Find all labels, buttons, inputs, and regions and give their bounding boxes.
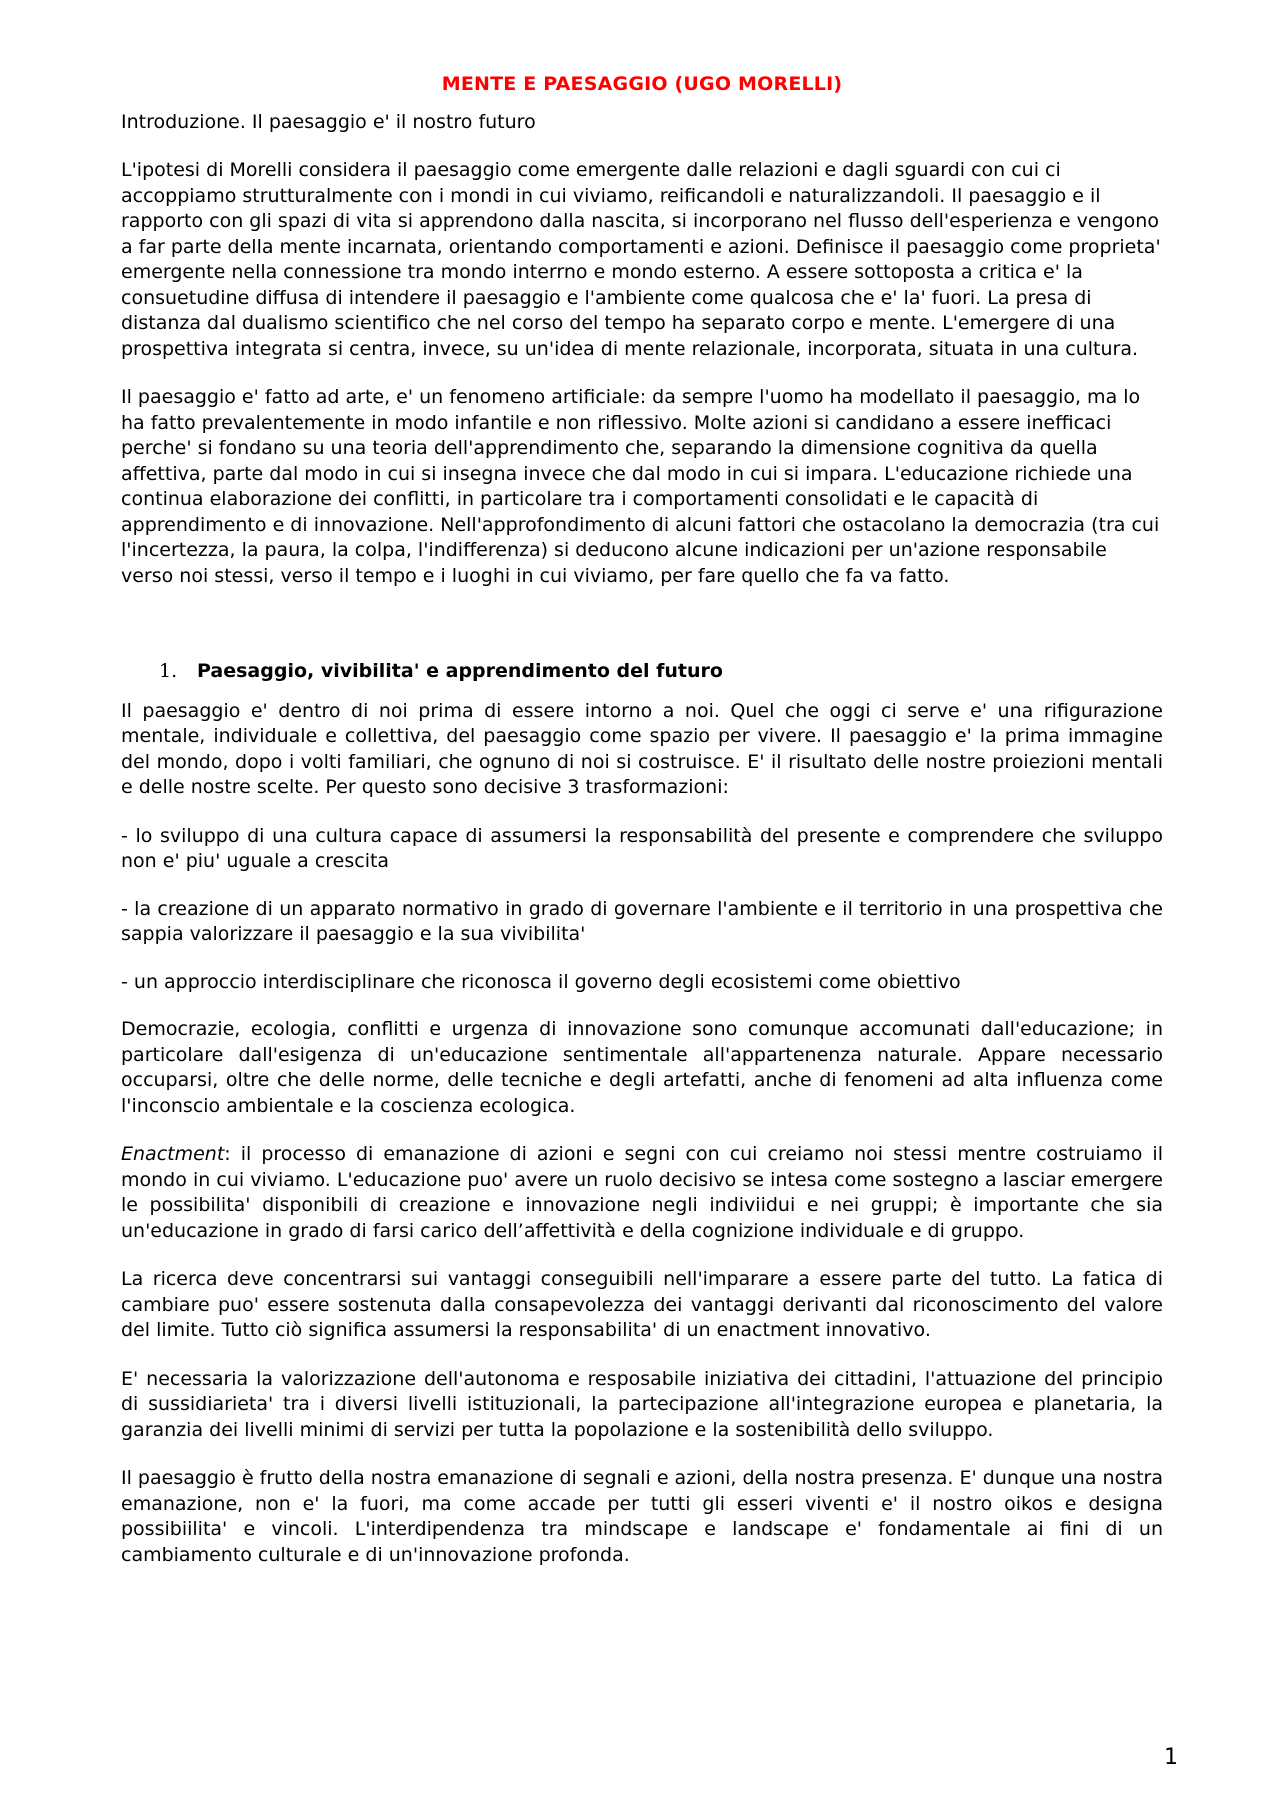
- page-number: 1: [1164, 1745, 1178, 1770]
- page-content: [121, 72, 1163, 1591]
- section-paragraph: E' necessaria la valorizzazione dell'autonoma e resposabile iniziativa dei cittadini, l'attuazione del principio di sussidiarieta' tra i diversi livelli istituzionali, la partecipazione all'integrazione europea e planetaria, la garanzia dei livelli minimi di servizi per tutta la popolazione e la sostenibilità dello sviluppo.: [121, 1367, 1163, 1441]
- enactment-definition: : il processo di emanazione di azioni e segni con cui creiamo noi stessi mentre costruiamo il mondo in cui viviamo. L'educazione puo' avere un ruolo decisivo se intesa come sostegno a lasciar emergere le possibilita' disponibili di creazione e innovazione negli indiviidui e nei gruppi; è importante che sia un'educazione in grado di farsi carico dell’affettività e della cognizione individuale e di gruppo.: [121, 1143, 1163, 1242]
- list-item: - lo sviluppo di una cultura capace di assumersi la responsabilità del presente e comprendere che sviluppo non e' piu' uguale a crescita: [121, 824, 1163, 872]
- section-paragraph: La ricerca deve concentrarsi sui vantaggi conseguibili nell'imparare a essere parte del tutto. La fatica di cambiare puo' essere sostenuta dalla consapevolezza dei vantaggi derivanti dal riconoscimento del valore del limite. Tutto ciò significa assumersi la responsabilita' di un enactment innovativo.: [121, 1268, 1163, 1341]
- enactment-term: Enactment: [121, 1143, 225, 1165]
- section-title: Paesaggio, vivibilita' e apprendimento del futuro: [197, 660, 723, 682]
- intro-heading: Introduzione. Il paesaggio e' il nostro futuro: [121, 110, 536, 133]
- intro-paragraph: L'ipotesi di Morelli considera il paesaggio come emergente dalle relazioni e dagli sguardi con cui ci accoppiamo strutturalmente con i mondi in cui viviamo, reificandoli e naturalizzandoli. Il paesaggio e il rapporto con gli spazi di vita si apprendono dalla nascita, si incorporano nel flusso dell'esperienza e vengono a far parte della mente incarnata, orientando comportamenti e azioni. Definisce il paesaggio come proprieta' emergente nella connessione tra mondo interrno e mondo esterno. A essere sottoposta a critica e' la consuetudine diffusa di intendere il paesaggio e l'ambiente come qualcosa che e' la' fuori. La presa di distanza dal dualismo scientifico che nel corso del tempo ha separato corpo e mente. L'emergere di una prospettiva integrata si centra, invece, su un'idea di mente relazionale, incorporata, situata in una cultura.: [121, 159, 1161, 360]
- section-number: 1.: [159, 660, 178, 682]
- enactment-paragraph: [121, 1142, 1163, 1244]
- section-paragraph: Il paesaggio è frutto della nostra emanazione di segnali e azioni, della nostra presenza. E' dunque una nostra emanazione, non e' la fuori, ma come accade per tutti gli esseri viventi e' il nostro oikos e designa possibiilita' e vincoli. L'interdipendenza tra mindscape e landscape e' fondamentale ai fini di un cambiamento culturale e di un'innovazione profonda.: [121, 1467, 1163, 1566]
- section-paragraph: Democrazie, ecologia, conflitti e urgenza di innovazione sono comunque accomunati dall'educazione; in particolare dall'esigenza di un'educazione sentimentale all'appartenenza naturale. Appare necessario occuparsi, oltre che delle norme, delle tecniche e degli artefatti, anche di fenomeni ad alta influenza come l'inconscio ambientale e la coscienza ecologica.: [121, 1018, 1163, 1117]
- document-title: MENTE E PAESAGGIO (UGO MORELLI): [441, 73, 843, 95]
- intro-paragraph: Il paesaggio e' fatto ad arte, e' un fenomeno artificiale: da sempre l'uomo ha modellato il paesaggio, ma lo ha fatto prevalentemente in modo infantile e non riflessivo. Molte azioni si candidano a essere inefficaci perche' si fondano su una teoria dell'apprendimento che, separando la dimensione cognitiva da quella affettiva, parte dal modo in cui si insegna invece che dal modo in cui si impara. L'educazione richiede una continua elaborazione dei conflitti, in particolare tra i comportamenti consolidati e le capacità di apprendimento e di innovazione. Nell'approfondimento di alcuni fattori che ostacolano la democrazia (tra cui l'incertezza, la paura, la colpa, l'indifferenza) si deducono alcune indicazioni per un'azione responsabile verso noi stessi, verso il tempo e i luoghi in cui viviamo, per fare quello che fa va fatto.: [121, 386, 1160, 587]
- section-paragraph: Il paesaggio e' dentro di noi prima di essere intorno a noi. Quel che oggi ci serve e' una rifigurazione mentale, individuale e collettiva, del paesaggio come spazio per vivere. Il paesaggio e' la prima immagine del mondo, dopo i volti familiari, che ognuno di noi si costruisce. E' il risultato delle nostre proiezioni mentali e delle nostre scelte. Per questo sono decisive 3 trasformazioni:: [121, 699, 1163, 798]
- list-item: - la creazione di un apparato normativo in grado di governare l'ambiente e il territorio in una prospettiva che sappia valorizzare il paesaggio e la sua vivibilita': [121, 897, 1163, 945]
- list-item: - un approccio interdisciplinare che riconosca il governo degli ecosistemi come obiettivo: [121, 970, 961, 993]
- section-heading: [121, 659, 1163, 685]
